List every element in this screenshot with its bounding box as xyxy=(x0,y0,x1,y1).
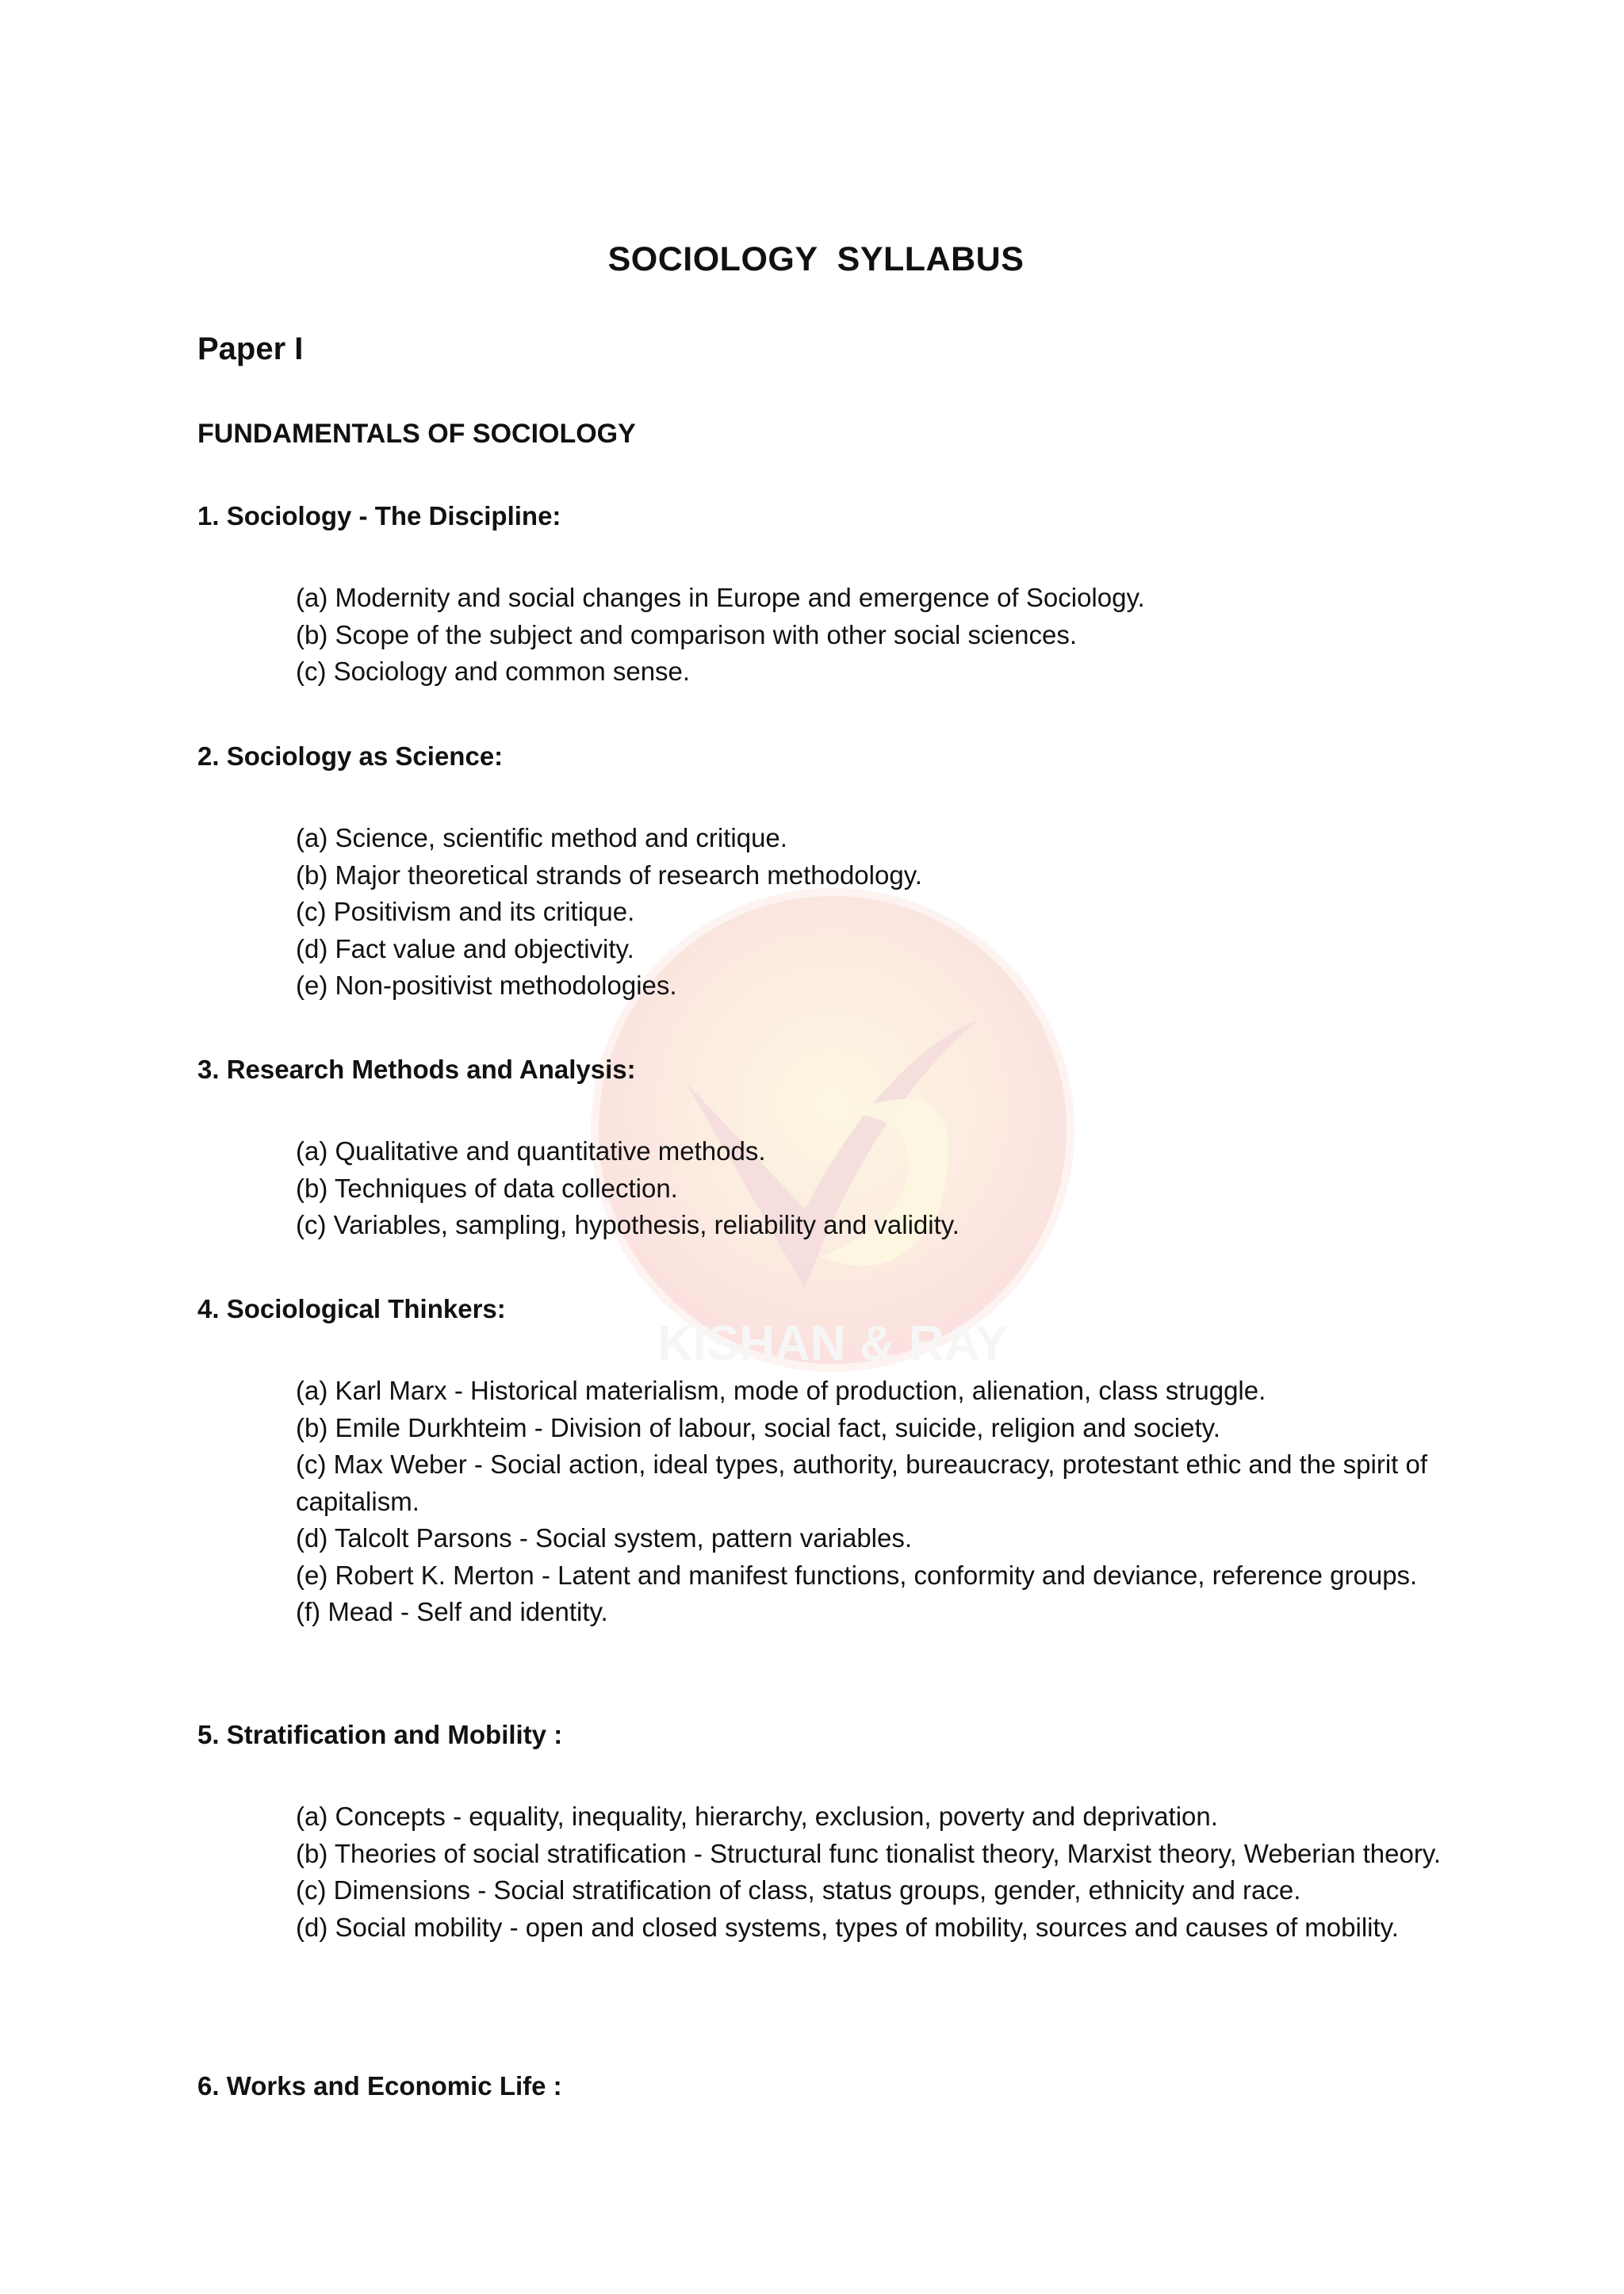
section-heading: 3. Research Methods and Analysis: xyxy=(197,1055,636,1084)
section-stratification xyxy=(197,1717,1442,1946)
list-item: (e) Non-positivist methodologies. xyxy=(296,971,677,1000)
list-item: (d) Fact value and objectivity. xyxy=(296,933,634,963)
list-item: (c) Max Weber - Social action, ideal types, authority, bureaucracy, protestant ethic and the spirit of capitalism. xyxy=(296,1450,1428,1516)
list-item: (b) Scope of the subject and comparison with other social sciences. xyxy=(296,619,1078,649)
section-heading: 2. Sociology as Science: xyxy=(197,741,504,771)
list-item: (a) Concepts - equality, inequality, hierarchy, exclusion, poverty and deprivation. xyxy=(296,1802,1218,1831)
section-heading: 6. Works and Economic Life : xyxy=(197,2071,562,2101)
list-item: (c) Sociology and common sense. xyxy=(296,657,691,686)
list-item: (f) Mead - Self and identity. xyxy=(296,1597,608,1626)
section-items xyxy=(296,1798,1442,1946)
paper-heading: Paper I xyxy=(197,331,304,366)
list-item: (a) Science, scientific method and critique. xyxy=(296,823,787,852)
list-item: (d) Talcolt Parsons - Social system, pattern variables. xyxy=(296,1523,913,1553)
list-item: (a) Modernity and social changes in Europe and emergence of Sociology. xyxy=(296,583,1145,612)
section-items xyxy=(296,1133,1442,1244)
list-item: (b) Theories of social stratification - Structural func tionalist theory, Marxist theory, Weberian theory. xyxy=(296,1838,1442,1868)
list-item: (a) Qualitative and quantitative methods. xyxy=(296,1136,766,1166)
list-item: (b) Major theoretical strands of research methodology. xyxy=(296,860,922,890)
list-item: (b) Emile Durkhteim - Division of labour, social fact, suicide, religion and society. xyxy=(296,1412,1220,1442)
list-item: (b) Techniques of data collection. xyxy=(296,1173,678,1203)
list-item: (e) Robert K. Merton - Latent and manifest functions, conformity and deviance, reference groups. xyxy=(296,1560,1418,1590)
section-discipline xyxy=(197,498,1442,691)
section-heading: 4. Sociological Thinkers: xyxy=(197,1294,506,1323)
document-title: SOCIOLOGY SYLLABUS xyxy=(607,240,1025,278)
section-items xyxy=(296,580,1442,691)
list-item: (c) Dimensions - Social stratification of class, status groups, gender, ethnicity and race. xyxy=(296,1875,1301,1905)
section-research-methods xyxy=(197,1051,1442,1244)
section-heading: 5. Stratification and Mobility : xyxy=(197,1720,563,1749)
section-heading: 1. Sociology - The Discipline: xyxy=(197,501,561,530)
watermark-text: KISHAN & RAY xyxy=(657,1316,1009,1371)
section-thinkers xyxy=(197,1291,1442,1631)
section-items xyxy=(296,820,1442,1005)
subject-heading: FUNDAMENTALS OF SOCIOLOGY xyxy=(197,419,636,449)
list-item: (c) Variables, sampling, hypothesis, reliability and validity. xyxy=(296,1210,959,1239)
list-item: (d) Social mobility - open and closed systems, types of mobility, sources and causes of mobility. xyxy=(296,1912,1399,1942)
list-item: (c) Positivism and its critique. xyxy=(296,897,635,926)
section-science xyxy=(197,738,1442,1005)
section-items xyxy=(296,1373,1442,1631)
list-item: (a) Karl Marx - Historical materialism, mode of production, alienation, class struggle. xyxy=(296,1376,1266,1405)
section-works-economic-life xyxy=(197,2068,1442,2104)
